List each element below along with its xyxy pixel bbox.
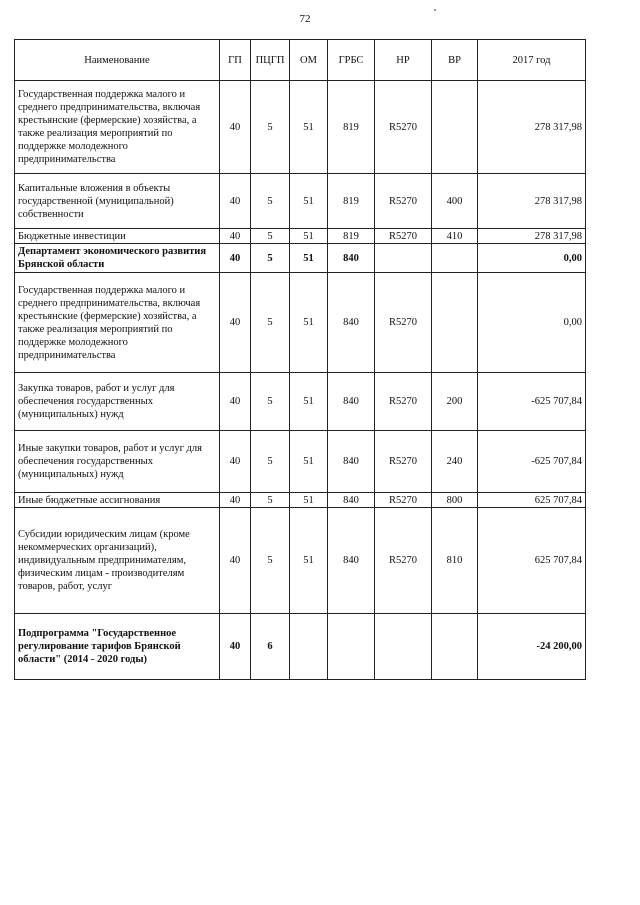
row-name: Иные закупки товаров, работ и услуг для обеспечения государственных (муниципальных) нужд: [15, 431, 220, 493]
header-year: 2017 год: [478, 40, 586, 81]
row-gp: 40: [220, 244, 251, 273]
row-vr: [432, 614, 478, 680]
row-vr: [432, 273, 478, 373]
table-row: [15, 273, 586, 373]
row-grbs: 840: [328, 273, 375, 373]
table-row: [15, 493, 586, 508]
table-row: [15, 81, 586, 174]
row-amount: 0,00: [478, 244, 586, 273]
row-amount: 278 317,98: [478, 81, 586, 174]
row-gp: 40: [220, 273, 251, 373]
row-vr: [432, 81, 478, 174]
row-vr: 200: [432, 373, 478, 431]
row-name: Государственная поддержка малого и среднего предпринимательства, включая крестьянские (фермерские) хозяйства, а также реализация мероприятий по поддержке молодежного предпринимательства: [15, 81, 220, 174]
row-gp: 40: [220, 229, 251, 244]
row-om: 51: [290, 493, 328, 508]
budget-table: [14, 39, 586, 680]
row-om: 51: [290, 273, 328, 373]
header-vr: ВР: [432, 40, 478, 81]
row-amount: 278 317,98: [478, 229, 586, 244]
row-pgp: 5: [251, 81, 290, 174]
row-om: 51: [290, 244, 328, 273]
row-gp: 40: [220, 373, 251, 431]
table-row: [15, 244, 586, 273]
row-grbs: 819: [328, 174, 375, 229]
header-pgp: ПЦГП: [251, 40, 290, 81]
row-np: R5270: [375, 273, 432, 373]
row-pgp: 5: [251, 244, 290, 273]
row-grbs: 840: [328, 493, 375, 508]
row-gp: 40: [220, 493, 251, 508]
row-grbs: 840: [328, 373, 375, 431]
row-gp: 40: [220, 81, 251, 174]
row-pgp: 6: [251, 614, 290, 680]
row-om: 51: [290, 229, 328, 244]
row-pgp: 5: [251, 508, 290, 614]
row-name: Департамент экономического развития Брянской области: [15, 244, 220, 273]
row-name: Субсидии юридическим лицам (кроме некоммерческих организаций), индивидуальным предпринимателям, физическим лицам - производителям товаров, работ, услуг: [15, 508, 220, 614]
row-np: R5270: [375, 373, 432, 431]
table-row: [15, 431, 586, 493]
row-amount: -625 707,84: [478, 373, 586, 431]
row-np: R5270: [375, 493, 432, 508]
row-np: R5270: [375, 174, 432, 229]
row-om: 51: [290, 508, 328, 614]
row-pgp: 5: [251, 273, 290, 373]
row-gp: 40: [220, 174, 251, 229]
scan-speck: [434, 9, 436, 11]
row-name: Подпрограмма "Государственное регулирование тарифов Брянской области" (2014 - 2020 годы): [15, 614, 220, 680]
table-row: [15, 508, 586, 614]
header-np: НР: [375, 40, 432, 81]
row-np: [375, 614, 432, 680]
table-row: [15, 229, 586, 244]
row-pgp: 5: [251, 229, 290, 244]
row-amount: -24 200,00: [478, 614, 586, 680]
row-amount: 0,00: [478, 273, 586, 373]
header-gp: ГП: [220, 40, 251, 81]
row-name: Иные бюджетные ассигнования: [15, 493, 220, 508]
row-grbs: 840: [328, 431, 375, 493]
header-grbs: ГРБС: [328, 40, 375, 81]
row-amount: -625 707,84: [478, 431, 586, 493]
header-name: Наименование: [15, 40, 220, 81]
row-grbs: 819: [328, 229, 375, 244]
table-row: [15, 373, 586, 431]
row-grbs: 819: [328, 81, 375, 174]
row-amount: 278 317,98: [478, 174, 586, 229]
row-np: [375, 244, 432, 273]
table-row: [15, 614, 586, 680]
row-np: R5270: [375, 508, 432, 614]
row-name: Государственная поддержка малого и среднего предпринимательства, включая крестьянские (фермерские) хозяйства, а также реализация мероприятий по поддержке молодежного предпринимательства: [15, 273, 220, 373]
row-amount: 625 707,84: [478, 508, 586, 614]
header-om: ОМ: [290, 40, 328, 81]
row-np: R5270: [375, 81, 432, 174]
row-om: 51: [290, 174, 328, 229]
row-pgp: 5: [251, 373, 290, 431]
row-vr: 800: [432, 493, 478, 508]
row-grbs: 840: [328, 244, 375, 273]
row-vr: 410: [432, 229, 478, 244]
page-number: 72: [299, 13, 311, 25]
row-vr: 240: [432, 431, 478, 493]
row-np: R5270: [375, 431, 432, 493]
row-vr: 400: [432, 174, 478, 229]
table-header-row: [15, 40, 586, 81]
row-gp: 40: [220, 614, 251, 680]
row-name: Капитальные вложения в объекты государственной (муниципальной) собственности: [15, 174, 220, 229]
row-grbs: [328, 614, 375, 680]
row-name: Бюджетные инвестиции: [15, 229, 220, 244]
table-row: [15, 174, 586, 229]
row-np: R5270: [375, 229, 432, 244]
row-gp: 40: [220, 508, 251, 614]
row-pgp: 5: [251, 493, 290, 508]
row-grbs: 840: [328, 508, 375, 614]
row-om: [290, 614, 328, 680]
row-om: 51: [290, 373, 328, 431]
row-om: 51: [290, 431, 328, 493]
row-vr: 810: [432, 508, 478, 614]
row-name: Закупка товаров, работ и услуг для обеспечения государственных (муниципальных) нужд: [15, 373, 220, 431]
row-om: 51: [290, 81, 328, 174]
row-gp: 40: [220, 431, 251, 493]
row-pgp: 5: [251, 174, 290, 229]
row-amount: 625 707,84: [478, 493, 586, 508]
row-pgp: 5: [251, 431, 290, 493]
row-vr: [432, 244, 478, 273]
